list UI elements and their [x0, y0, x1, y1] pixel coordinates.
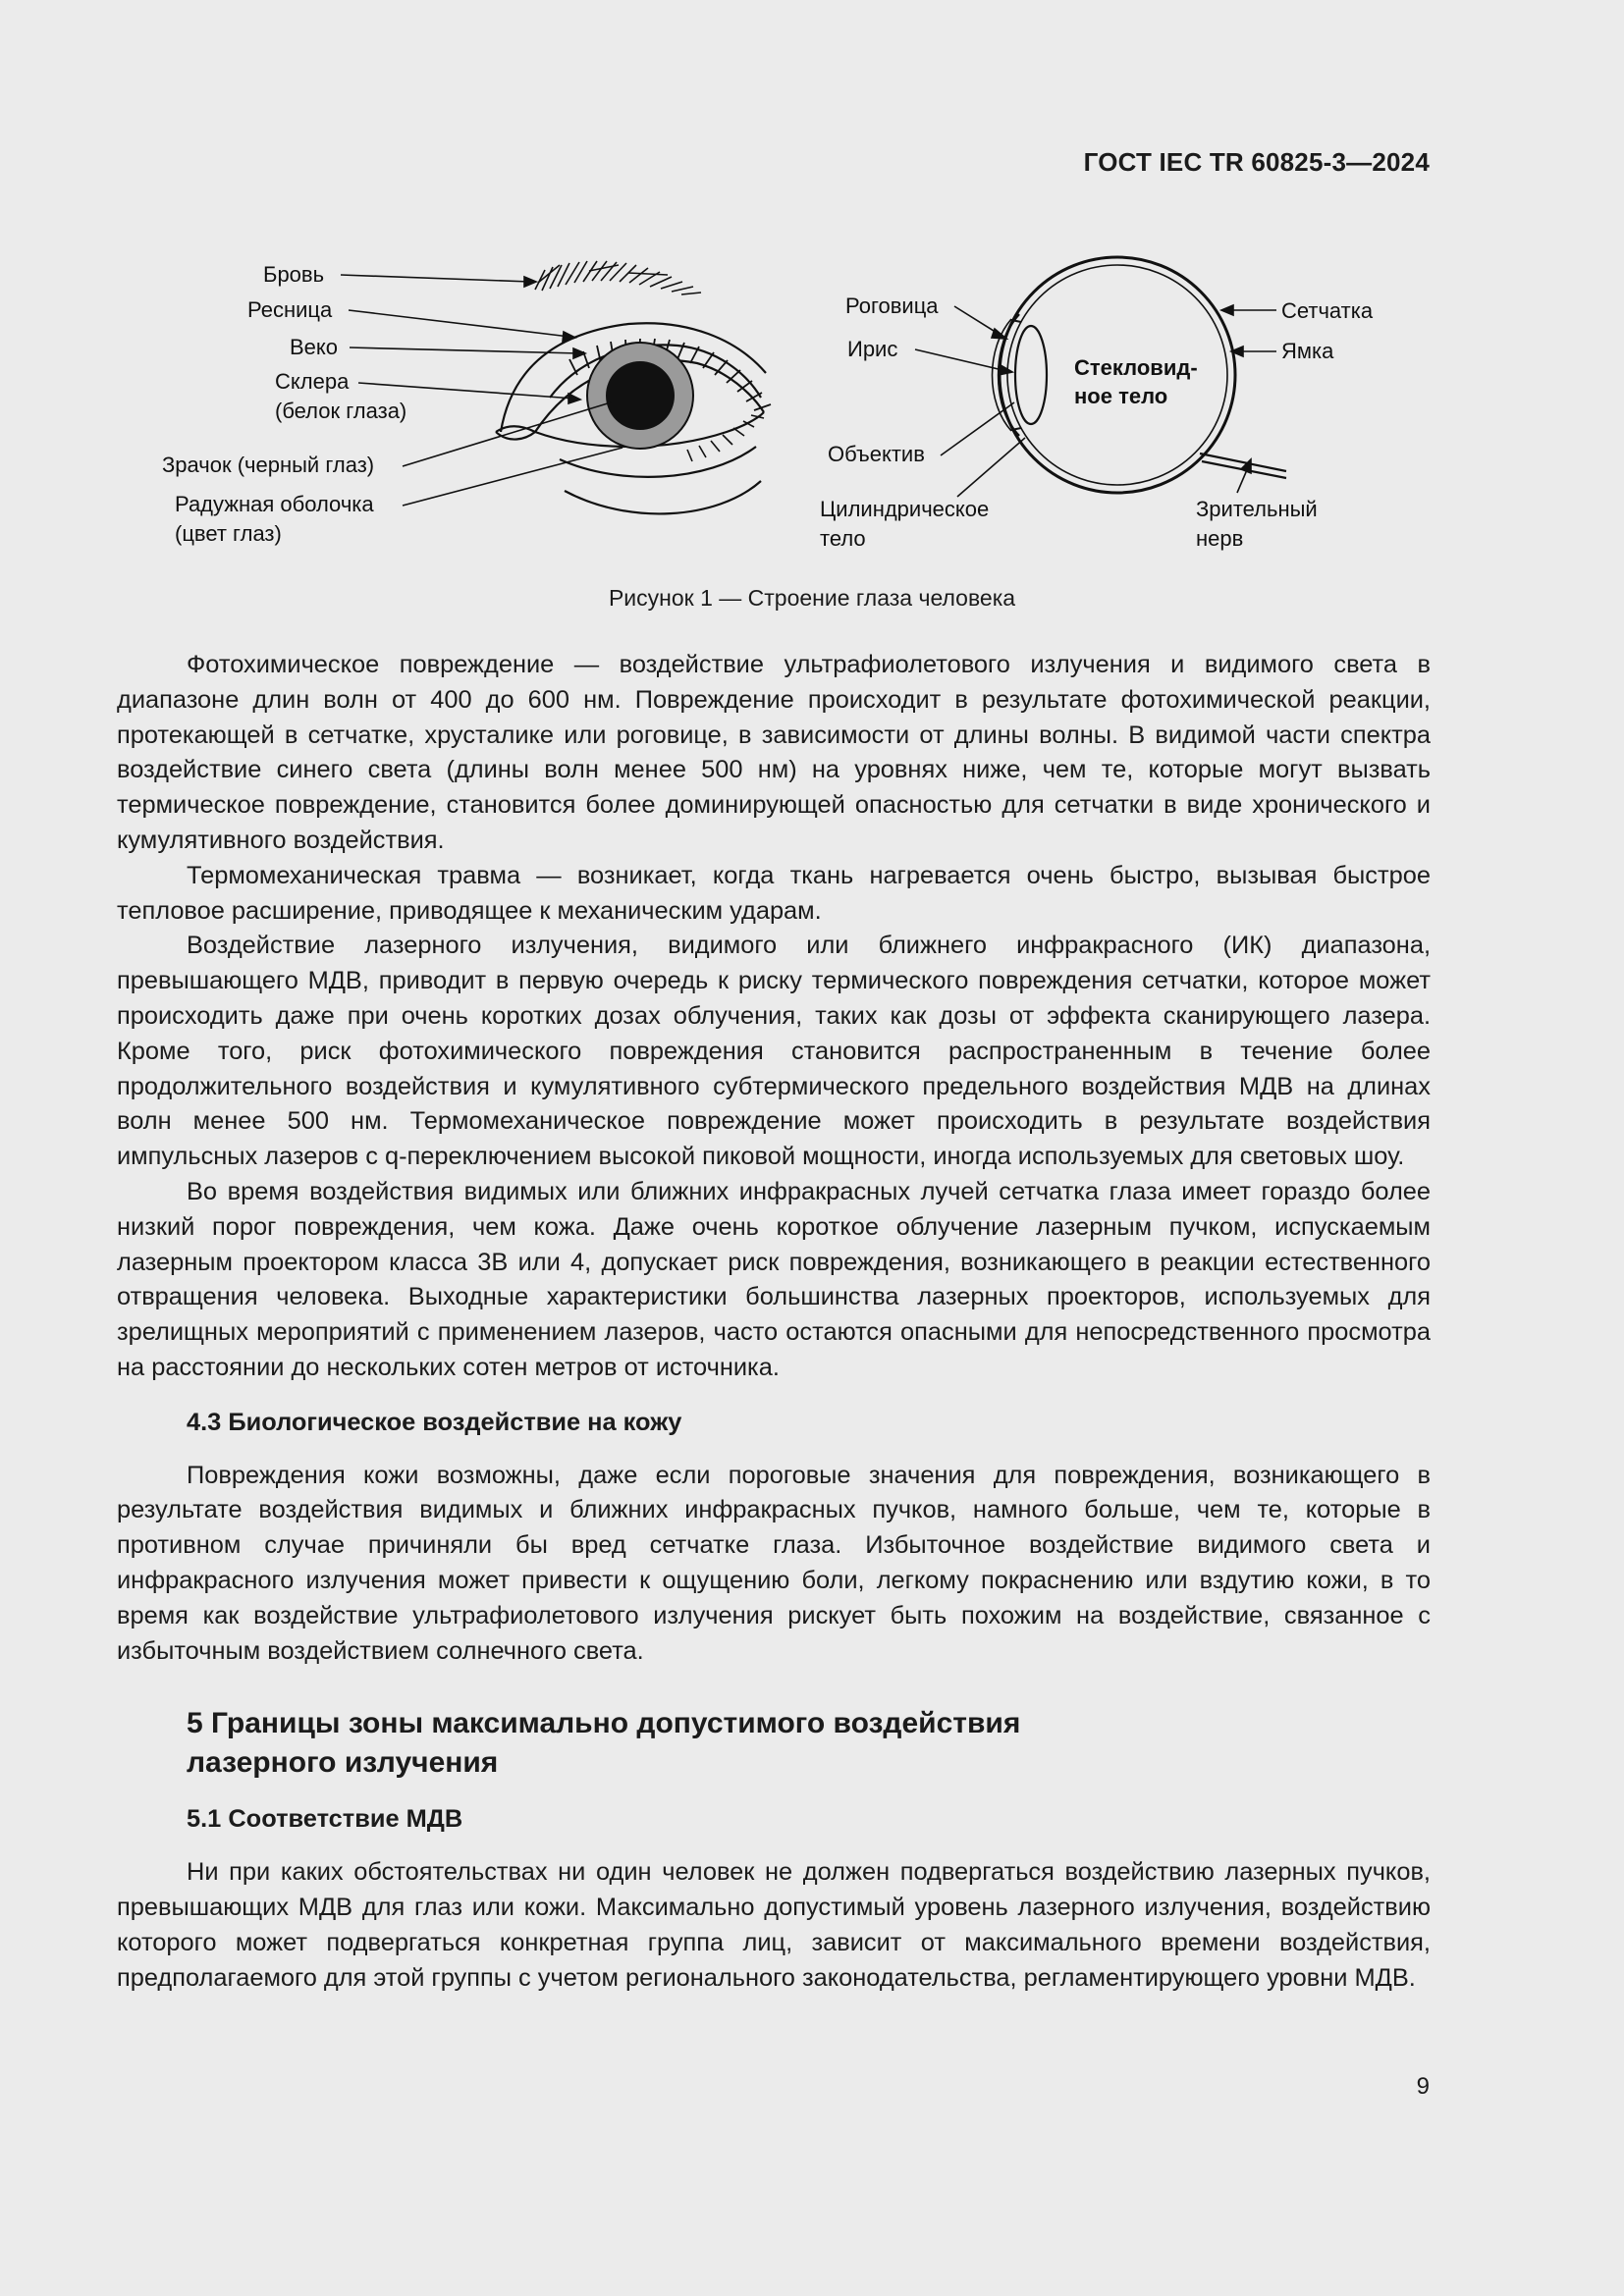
external-eye-labels [162, 262, 406, 546]
label-eyelash: Ресница [247, 297, 333, 322]
label-sclera: Склера [275, 369, 350, 394]
label-ciliary-body: Цилиндрическое [820, 497, 990, 521]
document-code-header: ГОСТ IEC TR 60825-3—2024 [1083, 147, 1430, 177]
paragraph: Термомеханическая травма — возникает, когда ткань нагревается очень быстро, вызывая быстрое тепловое расширение, приводящее к механическим ударам. [117, 861, 1431, 925]
label-optic-nerve-cont: нерв [1196, 526, 1244, 551]
label-iris-section: Ирис [847, 337, 898, 361]
paragraph: Фотохимическое повреждение — воздействие ультрафиолетового излучения и видимого света в диапазоне длин волн от 400 до 600 нм. Повреждение происходит в результате фотохимической реакции, протекающей в сетчатке, хрусталике или роговице, в зависимости от длины волны. В видимой части спектра воздействие синего света (длины волн менее 500 нм) на уровнях ниже, чем те, которые могут вызвать термическое повреждение, становится более доминирующей опасностью для сетчатки в виде хронического и кумулятивного воздействия. [117, 651, 1431, 854]
section-5-1-paragraph: Ни при каких обстоятельствах ни один человек не должен подвергаться воздействию лазерных пучков, превышающих МДВ для глаз или кожи. Максимально допустимый уровень лазерного излучения, воздействию которого может подвергаться конкретная группа лиц, зависит от максимального времени воздействия, предполагаемого для этой группы с учетом регионального законодательства, регламентирующего уровни МДВ. [117, 1858, 1431, 1992]
section-4-3-paragraph: Повреждения кожи возможны, даже если пороговые значения для повреждения, возникающего в результате воздействия видимых и ближних инфракрасных пучков, намного больше, чем те, которые в противном случае причиняли бы вред сетчатке глаза. Избыточное воздействие видимого света и инфракрасного излучения может привести к ощущению боли, легкому покраснению или вздутию кожи, в то время как воздействие ультрафиолетового излучения рискует быть похожим на воздействие, связанное с избыточным воздействием солнечного света. [117, 1461, 1431, 1665]
section-5-1-heading: 5.1 Соответствие МДВ [187, 1805, 463, 1834]
label-optic-nerve: Зрительный [1196, 497, 1318, 521]
label-iris-note: (цвет глаз) [175, 521, 282, 546]
paragraph: Воздействие лазерного излучения, видимого или ближнего инфракрасного (ИК) диапазона, превышающего МДВ, приводит в первую очередь к риску термического повреждения сетчатки, которое может происходить даже при очень коротких дозах облучения, таких как дозы от эффекта сканирующего лазера. Кроме того, риск фотохимического повреждения становится распространенным в течение более продолжительного воздействия и кумулятивного субтермического предельного воздействия МДВ на длинах волн менее 500 нм. Термомеханическое повреждение может происходить в результате воздействия импульсных лазеров с q-переключением высокой пиковой мощности, иногда используемых для световых шоу. [117, 932, 1431, 1171]
paragraph: Во время воздействия видимых или ближних инфракрасных лучей сетчатка глаза имеет гораздо более низкий порог повреждения, чем кожа. Даже очень короткое облучение лазерным пучком, испускаемым лазерным проектором класса 3В или 4, допускает риск повреждения, возникающего в реакции естественного отвращения человека. Выходные характеристики большинства лазерных проекторов, используемых для зрелищных мероприятий с применением лазеров, часто остаются опасными для непосредственного просмотра на расстоянии до нескольких сотен метров от источника. [117, 1177, 1431, 1381]
label-eyelid: Веко [290, 335, 339, 359]
document-body [117, 648, 1431, 1996]
eye-structure-figure [0, 226, 1624, 579]
label-fovea: Ямка [1281, 339, 1334, 363]
label-cornea: Роговица [845, 294, 939, 318]
label-lens: Объектив [828, 442, 925, 466]
label-sclera-note: (белок глаза) [275, 399, 407, 423]
page-number: 9 [1416, 2073, 1430, 2100]
label-retina: Сетчатка [1281, 298, 1374, 323]
figure-caption: Рисунок 1 — Строение глаза человека [608, 585, 1016, 611]
label-vitreous: Стекловид- [1074, 355, 1198, 380]
label-vitreous-cont: ное тело [1074, 384, 1168, 408]
external-eye-leader-lines [341, 275, 623, 506]
label-pupil: Зрачок (черный глаз) [162, 453, 375, 477]
section-5-heading: 5 Границы зоны максимально допустимого воздействия лазерного излучения [187, 1707, 1021, 1780]
label-iris: Радужная оболочка [175, 492, 374, 516]
section-4-3-heading: 4.3 Биологическое воздействие на кожу [187, 1408, 682, 1436]
eye-cross-section-labels [820, 294, 1374, 551]
label-ciliary-body-cont: тело [820, 526, 866, 551]
pupil-circle [606, 361, 675, 430]
label-brow: Бровь [263, 262, 325, 287]
